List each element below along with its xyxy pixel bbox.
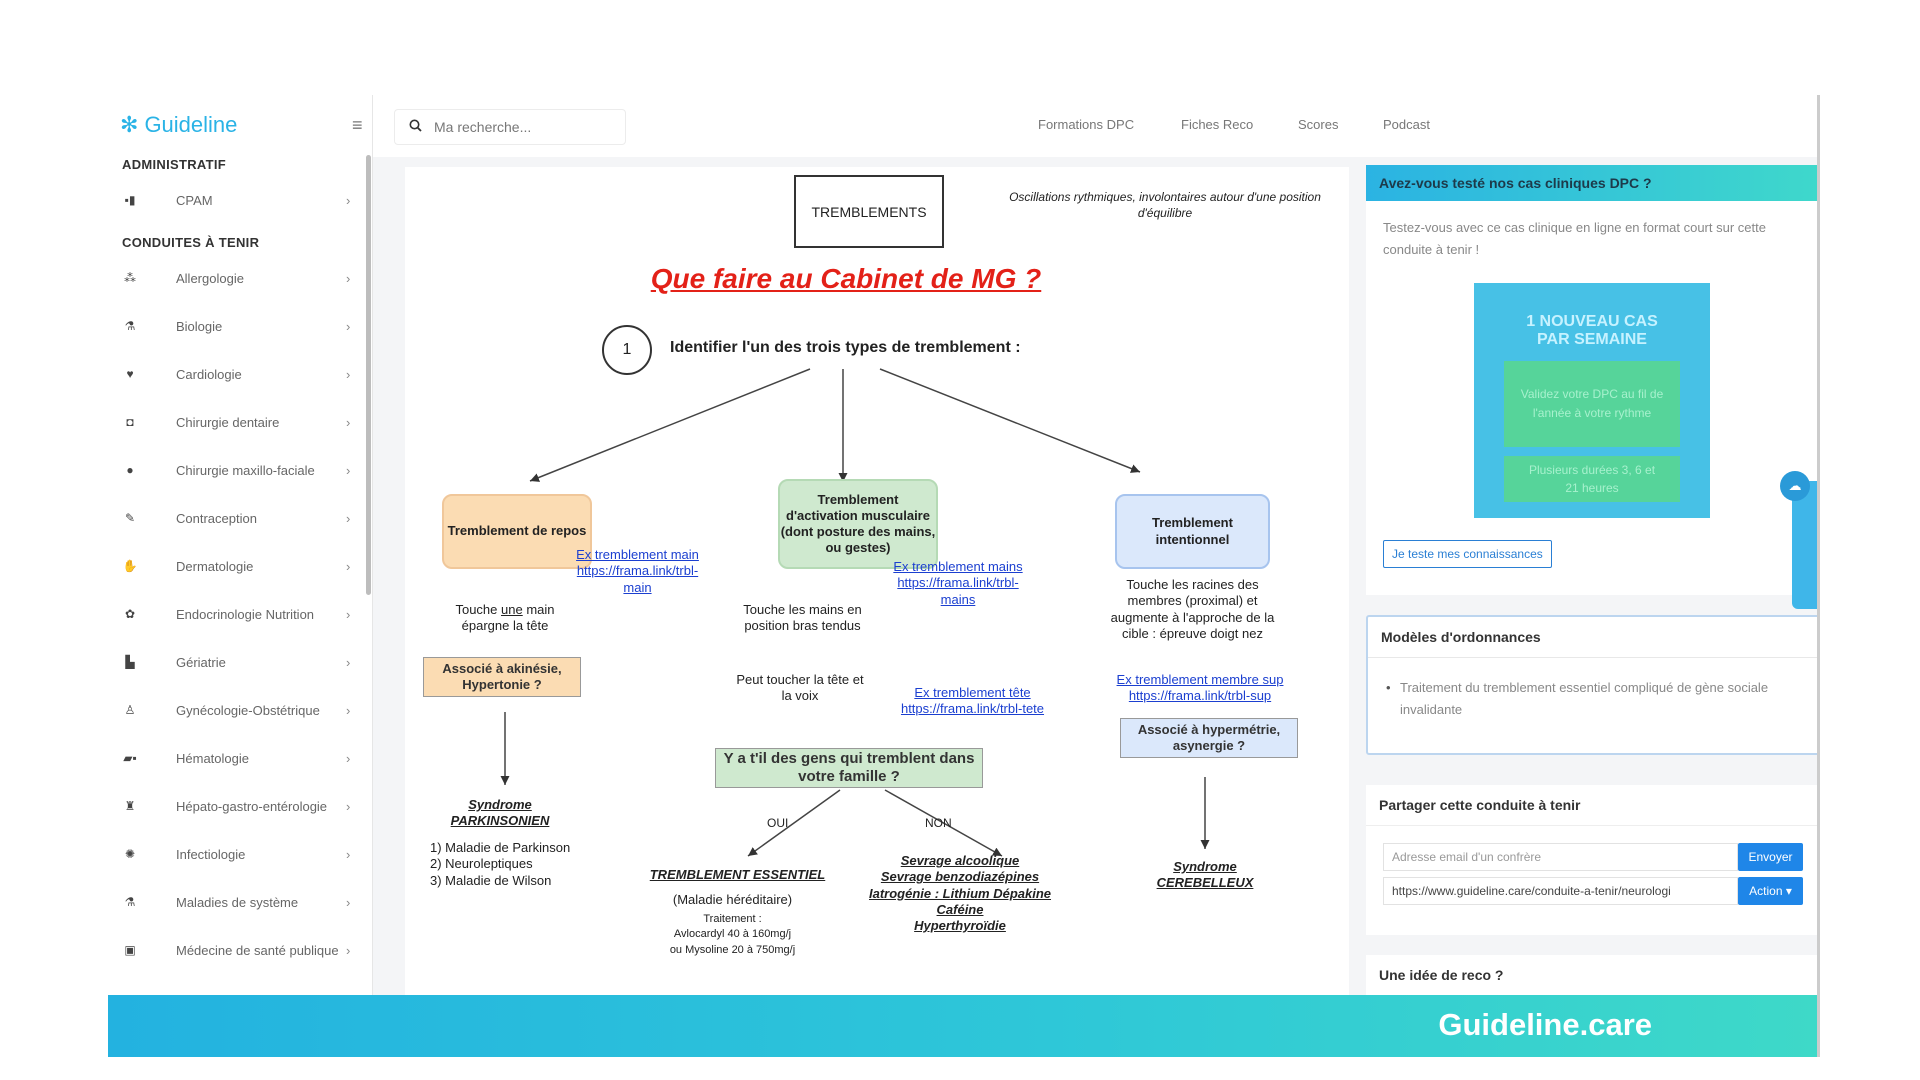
sidebar-item-label: CPAM [176,192,213,208]
sidebar [108,95,373,995]
sidebar-section-conduites: CONDUITES À TENIR [122,235,260,250]
elderly-icon: ▙ [125,655,135,669]
side-widget-tab[interactable] [1788,478,1820,609]
biology-icon: ⚗ [124,319,136,333]
non-label: NON [925,816,952,830]
chevron-right-icon: › [346,606,351,622]
step-number-circle: 1 [602,325,652,375]
sidebar-item-chirurgie-maxillo-faciale[interactable] [108,450,366,490]
test-knowledge-button[interactable]: Je teste mes connaissances [1383,540,1552,568]
sidebar-item-hepato-gastro-enterologie[interactable] [108,786,366,826]
sidebar-item-label: Endocrinologie Nutrition [176,606,315,622]
family-question-box: Y a t'il des gens qui tremblent dans votre famille ? [715,748,983,788]
chevron-right-icon: › [346,510,351,526]
promo-line-1: Validez votre DPC au fil de l'année à votre rythme [1504,361,1680,447]
sidebar-item-label: Infectiologie [176,846,246,862]
guideline-document [405,167,1349,997]
liver-icon: ♜ [124,799,136,813]
send-button[interactable]: Envoyer [1738,843,1803,871]
virus-icon: ✺ [124,847,136,861]
prescription-models-card [1366,615,1820,755]
nav-scores[interactable]: Scores [1298,117,1339,132]
essential-subtitle: (Maladie héréditaire) [672,892,793,907]
brand-logo[interactable] [120,107,237,143]
tag-hypermetrie-asynergie: Associé à hypermétrie, asynergie ? [1120,718,1298,758]
sidebar-item-label: Hématologie [176,750,249,766]
chevron-right-icon: › [346,558,351,574]
card-divider [1366,825,1820,826]
sidebar-item-allergologie[interactable] [108,258,366,298]
box-tremblement-repos: Tremblement de repos [442,494,592,569]
sidebar-item-geriatrie[interactable] [108,642,366,682]
nav-fiches-reco[interactable]: Fiches Reco [1181,117,1254,132]
chevron-right-icon: › [346,318,351,334]
essential-treatment: Traitement : Avlocardyl 40 à 160mg/j ou Mysoline 20 à 750mg/j [669,913,796,956]
hamburger-menu-icon[interactable]: ≡ [352,115,363,135]
pill-icon: ✎ [124,511,136,525]
dpc-card-text: Testez-vous avec ce cas clinique en ligne en format court sur cette conduite à tenir ! [1383,220,1766,258]
sidebar-item-label: Biologie [176,318,223,334]
public-health-icon: ▣ [124,943,136,957]
search-icon [409,119,422,135]
face-icon: ● [126,463,134,477]
sidebar-item-cardiologie[interactable] [108,354,366,394]
sidebar-item-label: Maladies de système [176,894,299,910]
blood-icon: ▰▪ [123,751,137,765]
sidebar-item-label: Contraception [176,510,257,526]
action-dropdown-button[interactable]: Action ▾ [1738,877,1803,905]
action-example-link[interactable]: Ex tremblement mains https://frama.link/trbl-mains [893,559,1023,607]
sidebar-item-dermatologie[interactable] [108,546,366,586]
sidebar-item-label: Chirurgie maxillo-faciale [176,462,315,478]
box-tremblement-activation: Tremblement d'activation musculaire (dont posture des mains, ou gestes) [778,479,938,569]
chevron-right-icon: › [346,414,351,430]
chevron-right-icon: › [346,270,351,286]
prescription-model-item[interactable]: • Traitement du tremblement essentiel compliqué de gène sociale invalidante [1400,677,1800,721]
nutrition-icon: ✿ [124,607,136,621]
syndrome-cerebelleux-title: Syndrome CEREBELLEUX [1156,859,1254,891]
tremblement-essentiel-title: TREMBLEMENT ESSENTIEL [649,867,826,882]
share-header: Partager cette conduite à tenir [1379,797,1581,813]
bullet-icon: • [1386,680,1391,695]
sidebar-section-administratif: ADMINISTRATIF [122,157,227,172]
headline: Que faire au Cabinet de MG ? [650,263,1042,294]
footer-brand: Guideline.care [1438,1007,1652,1042]
action-description: Touche les mains en position bras tendus [743,602,862,634]
chevron-right-icon: › [346,702,351,718]
title-box: TREMBLEMENTS [794,175,944,248]
chevron-right-icon: › [346,462,351,478]
tag-akinesie-hypertonie: Associé à akinésie, Hypertonie ? [423,657,581,697]
sidebar-item-label: Dermatologie [176,558,254,574]
sidebar-item-label: Chirurgie dentaire [176,414,280,430]
sidebar-item-gynecologie-obstetrique[interactable] [108,690,366,730]
chevron-right-icon: › [346,798,351,814]
tooth-icon: ◘ [126,415,134,429]
sidebar-scrollbar[interactable] [366,155,371,595]
non-causes-list: Sevrage alcoolique Sevrage benzodiazépines Iatrogénie : Lithium Dépakine Caféine Hyperthyroïdie [868,853,1052,933]
promo-line-2: Plusieurs durées 3, 6 et 21 heures [1504,456,1680,502]
brand-name: Guideline [144,112,238,137]
nav-podcast[interactable]: Podcast [1383,117,1430,132]
dpc-card-header: Avez-vous testé nos cas cliniques DPC ? [1366,165,1820,201]
sidebar-item-chirurgie-dentaire[interactable] [108,402,366,442]
chevron-right-icon: › [346,750,351,766]
sidebar-item-label: Allergologie [176,270,244,286]
intention-description: Touche les racines des membres (proximal) et augmente à l'approche de la cible : épreuve doigt nez [1110,577,1275,641]
skin-icon: ✋ [122,559,138,573]
action-head-example-link[interactable]: Ex tremblement tête https://frama.link/trbl-tete [900,685,1045,717]
topbar [373,95,1820,157]
parkinson-causes-list: 1) Maladie de Parkinson 2) Neuroleptiques 3) Maladie de Wilson [430,840,571,888]
chevron-right-icon: › [346,192,351,208]
chevron-right-icon: › [346,846,351,862]
sidebar-item-label: Gériatrie [176,654,226,670]
footer-banner [108,995,1820,1057]
box-tremblement-intentionnel: Tremblement intentionnel [1115,494,1270,569]
reco-idea-header: Une idée de reco ? [1379,967,1504,983]
guideline-logo-icon: ✻ [120,112,139,137]
sidebar-item-maladies-de-systeme[interactable] [108,882,366,922]
dpc-card [1366,165,1820,595]
action-head-voice-text: Peut toucher la tête et la voix [736,672,864,704]
sidebar-item-biologie[interactable] [108,306,366,346]
rest-description: Touche une main épargne la tête [455,602,555,634]
sidebar-item-label: Hépato-gastro-entérologie [176,798,328,814]
reco-idea-card [1366,955,1820,995]
prescription-models-header: Modèles d'ordonnances [1381,629,1541,645]
chevron-right-icon: › [346,654,351,670]
intention-example-link[interactable]: Ex tremblement membre sup https://frama.link/trbl-sup [1116,672,1284,704]
sidebar-item-cpam[interactable] [108,180,366,220]
oui-label: OUI [767,816,789,830]
sidebar-item-label: Médecine de santé publique [176,942,339,958]
share-url-field[interactable]: https://www.guideline.care/conduite-a-tenir/neurologi [1383,877,1738,905]
sidebar-item-label: Cardiologie [176,366,242,382]
heart-icon: ♥ [126,367,134,381]
promo-title: 1 NOUVEAU CAS PAR SEMAINE [1526,313,1658,348]
widget-bubble-icon[interactable]: ☁ [1780,471,1810,501]
sidebar-item-hematologie[interactable] [108,738,366,778]
card-divider [1368,657,1818,658]
sidebar-item-infectiologie[interactable] [108,834,366,874]
allergy-icon: ⁂ [124,271,136,285]
cpam-icon: ▪▮ [124,193,136,207]
search-input[interactable] [434,119,604,135]
chevron-right-icon: › [346,366,351,382]
pregnancy-icon: ♙ [124,703,136,717]
step-label: Identifier l'un des trois types de tremblement : [670,339,1021,356]
sidebar-item-label: Gynécologie-Obstétrique [176,702,320,718]
sidebar-item-contraception[interactable] [108,498,366,538]
sidebar-item-endocrinologie-nutrition[interactable] [108,594,366,634]
promo-banner[interactable] [1474,283,1710,518]
nav-formations-dpc[interactable]: Formations DPC [1038,117,1135,132]
system-icon: ⚗ [124,895,136,909]
chevron-right-icon: › [346,942,351,958]
syndrome-parkinsonien-title: Syndrome PARKINSONIEN [450,797,550,829]
app-window [108,95,1820,1057]
chevron-right-icon: › [346,894,351,910]
definition-text: Oscillations rythmiques, involontaires autour d'une position d'équilibre [1009,190,1321,221]
sidebar-item-medecine-sante-publique[interactable] [108,930,366,970]
search-box[interactable] [394,109,626,145]
share-card [1366,785,1820,935]
share-email-input[interactable]: Adresse email d'un confrère [1383,843,1738,871]
rest-example-link[interactable]: Ex tremblement main https://frama.link/trbl-main [576,547,699,595]
